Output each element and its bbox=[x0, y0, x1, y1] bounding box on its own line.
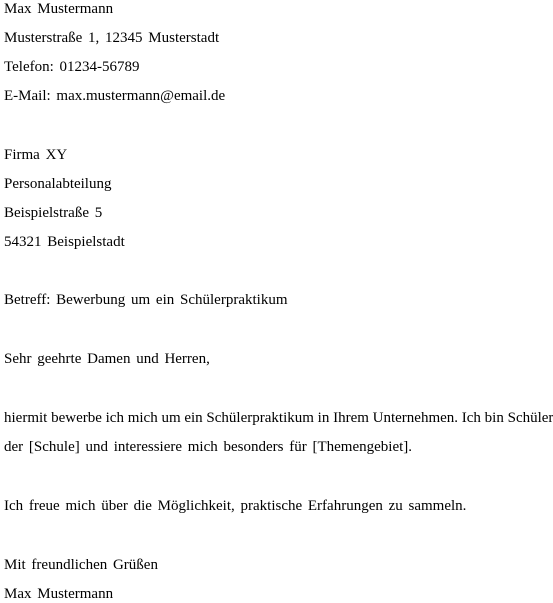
signature-name: Max Mustermann bbox=[4, 586, 114, 602]
sender-address: Musterstraße 1, 12345 Musterstadt bbox=[4, 30, 220, 46]
recipient-city: 54321 Beispielstadt bbox=[4, 234, 125, 250]
sender-email: E-Mail: max.mustermann@email.de bbox=[4, 88, 226, 104]
recipient-street: Beispielstraße 5 bbox=[4, 205, 103, 221]
subject-line: Betreff: Bewerbung um ein Schülerpraktikum bbox=[4, 292, 288, 308]
body-paragraph-1-line-2: der [Schule] und interessiere mich besonders für [Themengebiet]. bbox=[4, 439, 413, 455]
sender-phone: Telefon: 01234-56789 bbox=[4, 59, 140, 75]
body-paragraph-2: Ich freue mich über die Möglichkeit, praktische Erfahrungen zu sammeln. bbox=[4, 498, 467, 514]
closing: Mit freundlichen Grüßen bbox=[4, 557, 158, 573]
body-paragraph-1-line-1: hiermit bewerbe ich mich um ein Schülerpraktikum in Ihrem Unternehmen. Ich bin Schüler bbox=[4, 410, 553, 426]
recipient-department: Personalabteilung bbox=[4, 176, 112, 192]
sender-name: Max Mustermann bbox=[4, 1, 114, 17]
salutation: Sehr geehrte Damen und Herren, bbox=[4, 351, 210, 367]
recipient-company: Firma XY bbox=[4, 147, 68, 163]
